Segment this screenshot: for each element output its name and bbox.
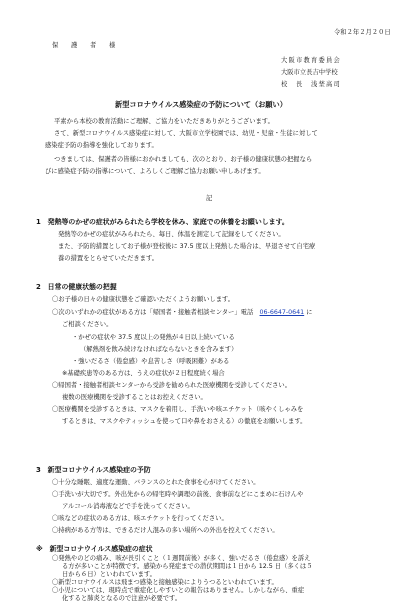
section3-item: 〇持病がある方等は、できるだけ人混みの多い場所への外出を控えてください。 xyxy=(52,527,279,534)
symptoms-line: 〇小児については、現時点で重症化しやすいとの報告はありません。しかしながら、重症 xyxy=(52,587,305,594)
section2-item: 〇お子様の日々の健康状態をご確認いただくようお願いします。 xyxy=(52,296,235,303)
sender-school: 大阪市立長吉中学校 xyxy=(281,69,338,76)
section1-heading: 1 発熱等のかぜの症状がみられたら学校を休み、家庭での休養をお願いします。 xyxy=(36,218,289,226)
section2-item-cont: ご相談ください。 xyxy=(62,321,113,328)
consultation-phone-link[interactable]: 06-6647-0641 xyxy=(259,309,305,316)
intro-line: びに感染症予防の指導について、よろしくご理解ご協力お願い申しあげます。 xyxy=(45,168,265,175)
section2-note: ※基礎疾患等のある方は、うえの症状が２日程度続く場合 xyxy=(62,370,225,377)
section3-heading: 3 新型コロナウイルス感染症の予防 xyxy=(36,466,151,474)
intro-line: つきましては、保護者の皆様におかれましても、次のとおり、お子様の健康状態の把握なら xyxy=(54,156,313,163)
intro-line: さて、新型コロナウイルス感染症に対して、大阪市立学校園では、幼児・児童・生徒に対して xyxy=(54,130,318,137)
section1-line: 発熱等のかぜの症状がみられたら、毎日、体温を測定して記録をしてください。 xyxy=(58,231,285,238)
document-date: 令和２年２月２０日 xyxy=(334,29,391,36)
section3-item: 〇手洗いが大切です。外出先からの帰宅時や調理の前後、食事前などにこまめに石けんや xyxy=(52,491,304,498)
consultation-text-end: に xyxy=(304,309,313,316)
section1-line: また、予防的措置としてお子様が登校後に 37.5 度以上発熱した場合は、早退させて自宅療 xyxy=(58,243,316,250)
symptoms-line: る方が多いことが特徴です。感染から発症までの潜伏期間は１日から 12.5 日（多くは５ xyxy=(62,563,313,570)
symptom-bullet-note: （解熱剤を飲み続けなければならないときを含みます） xyxy=(80,346,238,353)
section2-item-consultation xyxy=(52,309,312,317)
symptoms-line: 日から６日）といわれています。 xyxy=(62,571,156,578)
section2-item-cont: するときは、マスクやティッシュを使って口や鼻をおさえる）の徹底をお願いします。 xyxy=(62,418,307,425)
intro-line: 平素から本校の教育活動にご理解、ご協力をいただきありがとうございます。 xyxy=(54,118,274,125)
addressee: 保 護 者 様 xyxy=(52,42,119,49)
symptom-bullet: ・強いだるさ（倦怠感）や息苦しさ（呼吸困難）がある xyxy=(72,358,230,365)
ki-marker: 記 xyxy=(206,195,213,202)
consultation-text: 〇次のいずれかの症状がある方は「帰国者・接触者相談センター」電話 xyxy=(52,309,260,316)
symptoms-heading: ※ 新型コロナウイルス感染症の症状 xyxy=(36,545,153,553)
sender-principal: 校 長 浅埜高司 xyxy=(281,81,341,88)
section2-heading: 2 日常の健康状態の把握 xyxy=(36,283,117,291)
document-title: 新型コロナウイルス感染症の予防について（お願い） xyxy=(115,100,287,109)
symptom-bullet: ・かぜの症状や 37.5 度以上の発熱が４日以上続いている xyxy=(72,334,235,341)
section3-item: 〇十分な睡眠、適度な運動、バランスのとれた食事を心がけてください。 xyxy=(52,479,260,486)
sender-organization: 大阪市教育委員会 xyxy=(281,57,341,64)
section2-item-cont: 複数の医療機関を受診することはお控えください。 xyxy=(62,394,207,401)
symptoms-line: 〇新型コロナウイルスは飛まつ感染と接触感染によりうつるといわれています。 xyxy=(52,579,278,586)
section1-line: 養の措置をとらせていただきます。 xyxy=(58,255,159,262)
section3-item-cont: アルコール消毒液などで手を洗ってください。 xyxy=(62,503,194,510)
intro-line: 感染症予防の指導を強化しております。 xyxy=(45,142,158,149)
symptoms-line: 〇発熱やのどの痛み、咳が長引くこと（１週間前後）が多く、強いだるさ（倦怠感）を訴え xyxy=(52,555,311,562)
section2-item: 〇医療機関を受診するときは、マスクを着用し、手洗いや咳エチケット（咳やくしゃみを xyxy=(52,406,304,413)
symptoms-line: 化すると肺炎となるので注意が必要です。 xyxy=(62,595,182,602)
section3-item: 〇咳などの症状のある方は、咳エチケットを行ってください。 xyxy=(52,515,228,522)
section2-item: 〇帰国者・接触者相談センターから受診を勧められた医療機関を受診してください。 xyxy=(52,382,292,389)
